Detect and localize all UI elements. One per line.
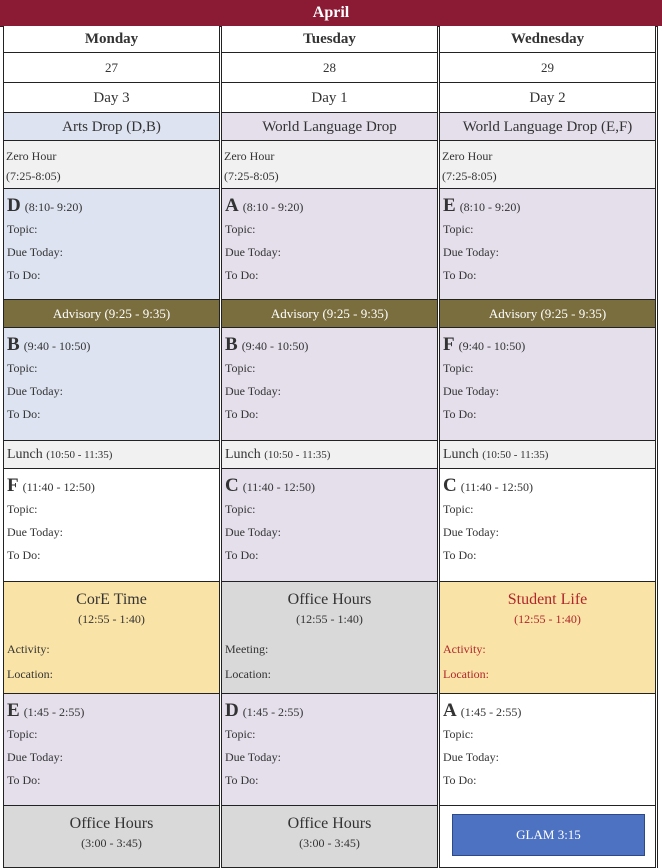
period-2-cell[interactable]	[439, 328, 656, 441]
location-label: Location:	[443, 667, 489, 681]
day-column-wednesday	[439, 26, 657, 868]
topic-label: Topic:	[443, 727, 474, 741]
period-time: (9:40 - 10:50)	[458, 339, 526, 353]
due-today-label: Due Today:	[443, 525, 499, 539]
day-name: Monday	[3, 26, 220, 53]
period-time: (8:10- 9:20)	[24, 200, 83, 214]
to-do-label: To Do:	[443, 773, 477, 787]
advisory-bar: Advisory (9:25 - 9:35)	[439, 300, 656, 328]
due-today-label: Due Today:	[225, 525, 281, 539]
advisory-bar: Advisory (9:25 - 9:35)	[221, 300, 438, 328]
lunch-label: Lunch	[443, 447, 479, 462]
topic-label: Topic:	[443, 361, 474, 375]
period-time: (8:10 - 9:20)	[242, 200, 304, 214]
drop-label: World Language Drop	[221, 113, 438, 141]
to-do-label: To Do:	[225, 407, 259, 421]
day-rotation: Day 2	[439, 83, 656, 113]
block-title: Student Life	[507, 591, 588, 608]
to-do-label: To Do:	[443, 407, 477, 421]
period-time: (1:45 - 2:55)	[23, 705, 85, 719]
zero-hour-label: Zero Hour	[6, 149, 57, 163]
topic-label: Topic:	[225, 727, 256, 741]
day-name: Wednesday	[439, 26, 656, 53]
topic-label: Topic:	[225, 502, 256, 516]
office-hours-cell[interactable]	[221, 806, 438, 868]
period-letter: F	[443, 334, 455, 355]
due-today-label: Due Today:	[7, 525, 63, 539]
period-time: (8:10 - 9:20)	[459, 200, 521, 214]
period-letter: E	[443, 195, 456, 216]
zero-hour-cell[interactable]	[439, 141, 656, 189]
day-column-tuesday	[221, 26, 439, 868]
day-date: 27	[3, 53, 220, 83]
period-letter: A	[225, 195, 239, 216]
due-today-label: Due Today:	[7, 384, 63, 398]
location-label: Location:	[7, 667, 53, 681]
due-today-label: Due Today:	[443, 750, 499, 764]
student-life-cell[interactable]	[439, 582, 656, 694]
topic-label: Topic:	[443, 222, 474, 236]
to-do-label: To Do:	[7, 407, 41, 421]
block-time: (3:00 - 3:45)	[81, 836, 142, 850]
period-4-cell[interactable]	[439, 694, 656, 806]
day-date: 29	[439, 53, 656, 83]
due-today-label: Due Today:	[443, 384, 499, 398]
office-hours-cell[interactable]	[221, 582, 438, 694]
period-letter: A	[443, 700, 457, 721]
day-column-monday	[3, 26, 221, 868]
to-do-label: To Do:	[7, 773, 41, 787]
due-today-label: Due Today:	[225, 384, 281, 398]
zero-hour-cell[interactable]	[221, 141, 438, 189]
lunch-cell	[221, 441, 438, 469]
period-time: (1:45 - 2:55)	[460, 705, 522, 719]
to-do-label: To Do:	[7, 268, 41, 282]
lunch-cell	[3, 441, 220, 469]
drop-label: World Language Drop (E,F)	[439, 113, 656, 141]
period-letter: D	[7, 195, 21, 216]
period-time: (11:40 - 12:50)	[22, 480, 95, 494]
meeting-label: Meeting:	[225, 642, 269, 656]
topic-label: Topic:	[7, 727, 38, 741]
drop-label: Arts Drop (D,B)	[3, 113, 220, 141]
day-rotation: Day 3	[3, 83, 220, 113]
period-1-cell[interactable]	[3, 189, 220, 300]
period-3-cell[interactable]	[3, 469, 220, 582]
period-letter: B	[7, 334, 20, 355]
activity-label: Activity:	[7, 642, 50, 656]
office-hours-cell[interactable]	[3, 806, 220, 868]
period-letter: C	[225, 475, 239, 496]
block-time: (3:00 - 3:45)	[299, 836, 360, 850]
zero-hour-cell[interactable]	[3, 141, 220, 189]
to-do-label: To Do:	[443, 548, 477, 562]
period-3-cell[interactable]	[439, 469, 656, 582]
lunch-time: (10:50 - 11:35)	[482, 449, 549, 461]
block-time: (12:55 - 1:40)	[514, 612, 581, 626]
period-4-cell[interactable]	[3, 694, 220, 806]
lunch-label: Lunch	[225, 447, 261, 462]
block-time: (12:55 - 1:40)	[78, 612, 145, 626]
topic-label: Topic:	[7, 222, 38, 236]
block-title: Office Hours	[287, 815, 372, 832]
zero-hour-time: (7:25-8:05)	[442, 169, 497, 183]
zero-hour-label: Zero Hour	[224, 149, 275, 163]
block-title: CorE Time	[76, 591, 147, 608]
block-time: (12:55 - 1:40)	[296, 612, 363, 626]
glam-cell	[439, 806, 656, 868]
due-today-label: Due Today:	[7, 750, 63, 764]
due-today-label: Due Today:	[7, 245, 63, 259]
period-time: (9:40 - 10:50)	[23, 339, 91, 353]
to-do-label: To Do:	[225, 268, 259, 282]
period-letter: E	[7, 700, 20, 721]
lunch-time: (10:50 - 11:35)	[46, 449, 113, 461]
period-letter: F	[7, 475, 19, 496]
to-do-label: To Do:	[225, 773, 259, 787]
block-title: Office Hours	[69, 815, 154, 832]
glam-button[interactable]: GLAM 3:15	[452, 814, 645, 856]
to-do-label: To Do:	[443, 268, 477, 282]
topic-label: Topic:	[7, 361, 38, 375]
to-do-label: To Do:	[225, 548, 259, 562]
lunch-label: Lunch	[7, 447, 43, 462]
lunch-time: (10:50 - 11:35)	[264, 449, 331, 461]
zero-hour-label: Zero Hour	[442, 149, 493, 163]
lunch-cell	[439, 441, 656, 469]
period-2-cell[interactable]	[221, 328, 438, 441]
period-1-cell[interactable]	[439, 189, 656, 300]
next-column-edge	[657, 26, 662, 868]
period-1-cell[interactable]	[221, 189, 438, 300]
due-today-label: Due Today:	[443, 245, 499, 259]
topic-label: Topic:	[443, 502, 474, 516]
period-letter: C	[443, 475, 457, 496]
zero-hour-time: (7:25-8:05)	[224, 169, 279, 183]
period-time: (11:40 - 12:50)	[460, 480, 533, 494]
period-2-cell[interactable]	[3, 328, 220, 441]
location-label: Location:	[225, 667, 271, 681]
zero-hour-time: (7:25-8:05)	[6, 169, 61, 183]
block-title: Office Hours	[287, 591, 372, 608]
period-time: (1:45 - 2:55)	[242, 705, 304, 719]
day-name: Tuesday	[221, 26, 438, 53]
advisory-bar: Advisory (9:25 - 9:35)	[3, 300, 220, 328]
topic-label: Topic:	[225, 222, 256, 236]
period-time: (9:40 - 10:50)	[241, 339, 309, 353]
to-do-label: To Do:	[7, 548, 41, 562]
due-today-label: Due Today:	[225, 245, 281, 259]
month-header: April	[0, 0, 662, 27]
core-time-cell[interactable]	[3, 582, 220, 694]
day-rotation: Day 1	[221, 83, 438, 113]
period-3-cell[interactable]	[221, 469, 438, 582]
topic-label: Topic:	[7, 502, 38, 516]
period-letter: B	[225, 334, 238, 355]
activity-label: Activity:	[443, 642, 486, 656]
topic-label: Topic:	[225, 361, 256, 375]
period-letter: D	[225, 700, 239, 721]
period-4-cell[interactable]	[221, 694, 438, 806]
due-today-label: Due Today:	[225, 750, 281, 764]
day-date: 28	[221, 53, 438, 83]
period-time: (11:40 - 12:50)	[242, 480, 315, 494]
